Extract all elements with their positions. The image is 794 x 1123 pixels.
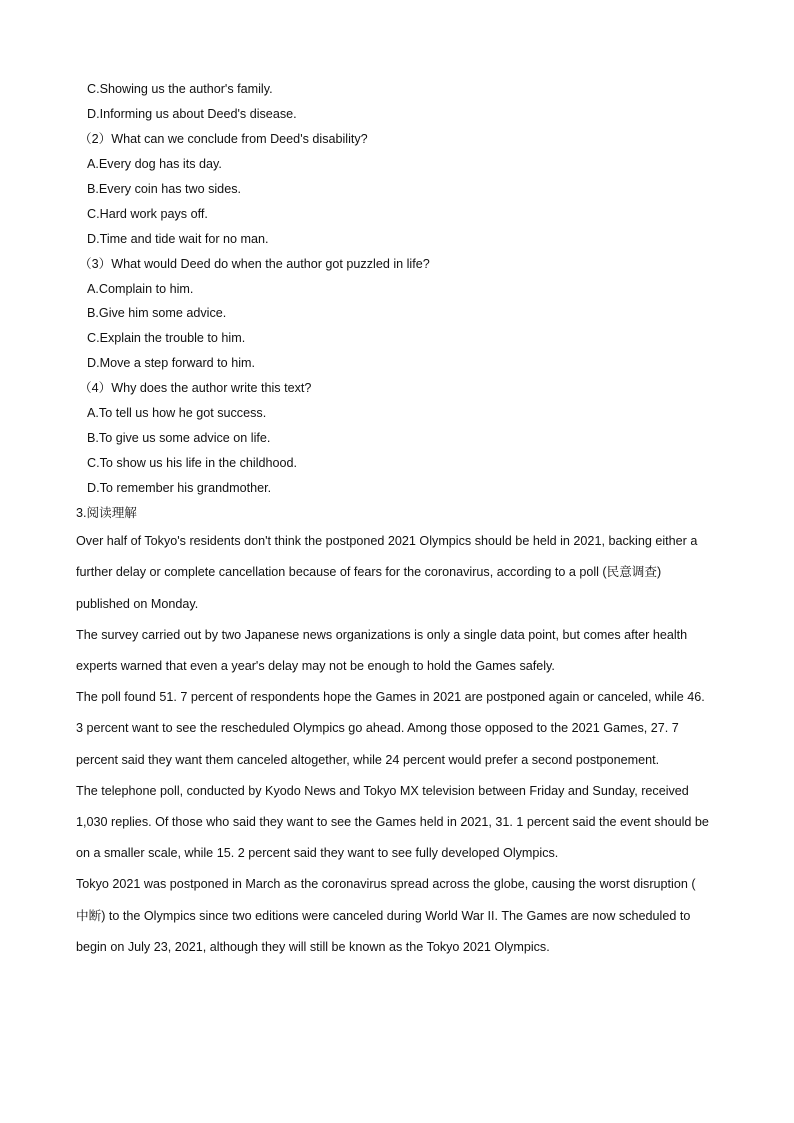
passage-line: percent said they want them canceled altogether, while 24 percent would prefer a second postponement. bbox=[76, 753, 660, 767]
question-2: （2）What can we conclude from Deed's disability? bbox=[79, 132, 368, 146]
option-4c: C.To show us his life in the childhood. bbox=[87, 456, 298, 470]
question-3: （3）What would Deed do when the author got puzzled in life? bbox=[79, 257, 430, 271]
option-2b: B.Every coin has two sides. bbox=[87, 182, 241, 196]
option-2a: A.Every dog has its day. bbox=[87, 157, 222, 171]
passage-line: Over half of Tokyo's residents don't think the postponed 2021 Olympics should be held in 2021, backing either a bbox=[76, 534, 698, 548]
passage-line: Tokyo 2021 was postponed in March as the coronavirus spread across the globe, causing the worst disruption ( bbox=[76, 877, 696, 891]
passage-line: 3 percent want to see the rescheduled Olympics go ahead. Among those opposed to the 2021 Games, 27. 7 bbox=[76, 721, 679, 735]
option-3d: D.Move a step forward to him. bbox=[87, 356, 255, 370]
option-2d: D.Time and tide wait for no man. bbox=[87, 232, 269, 246]
passage-line: published on Monday. bbox=[76, 597, 199, 611]
passage-line: begin on July 23, 2021, although they will still be known as the Tokyo 2021 Olympics. bbox=[76, 940, 550, 954]
passage-line: The telephone poll, conducted by Kyodo News and Tokyo MX television between Friday and Sunday, received bbox=[76, 784, 689, 798]
option-2c: C.Hard work pays off. bbox=[87, 207, 208, 221]
section-heading: 3.阅读理解 bbox=[76, 506, 137, 520]
passage-line: further delay or complete cancellation because of fears for the coronavirus, according to a poll (民意调查) bbox=[76, 565, 662, 579]
option-1d: D.Informing us about Deed's disease. bbox=[87, 107, 297, 121]
option-3b: B.Give him some advice. bbox=[87, 306, 227, 320]
option-3a: A.Complain to him. bbox=[87, 282, 194, 296]
passage-line: experts warned that even a year's delay may not be enough to hold the Games safely. bbox=[76, 659, 555, 673]
option-1c: C.Showing us the author's family. bbox=[87, 82, 273, 96]
passage-line: The poll found 51. 7 percent of respondents hope the Games in 2021 are postponed again or canceled, while 46. bbox=[76, 690, 705, 704]
question-4: （4）Why does the author write this text? bbox=[79, 381, 312, 395]
option-3c: C.Explain the trouble to him. bbox=[87, 331, 246, 345]
passage-line: 中断) to the Olympics since two editions were canceled during World War II. The Games are now scheduled to bbox=[76, 909, 691, 923]
passage-line: on a smaller scale, while 15. 2 percent said they want to see fully developed Olympics. bbox=[76, 846, 559, 860]
option-4a: A.To tell us how he got success. bbox=[87, 406, 267, 420]
passage-line: 1,030 replies. Of those who said they want to see the Games held in 2021, 31. 1 percent said the event should be bbox=[76, 815, 709, 829]
option-4d: D.To remember his grandmother. bbox=[87, 481, 272, 495]
option-4b: B.To give us some advice on life. bbox=[87, 431, 271, 445]
passage-line: The survey carried out by two Japanese news organizations is only a single data point, but comes after health bbox=[76, 628, 688, 642]
